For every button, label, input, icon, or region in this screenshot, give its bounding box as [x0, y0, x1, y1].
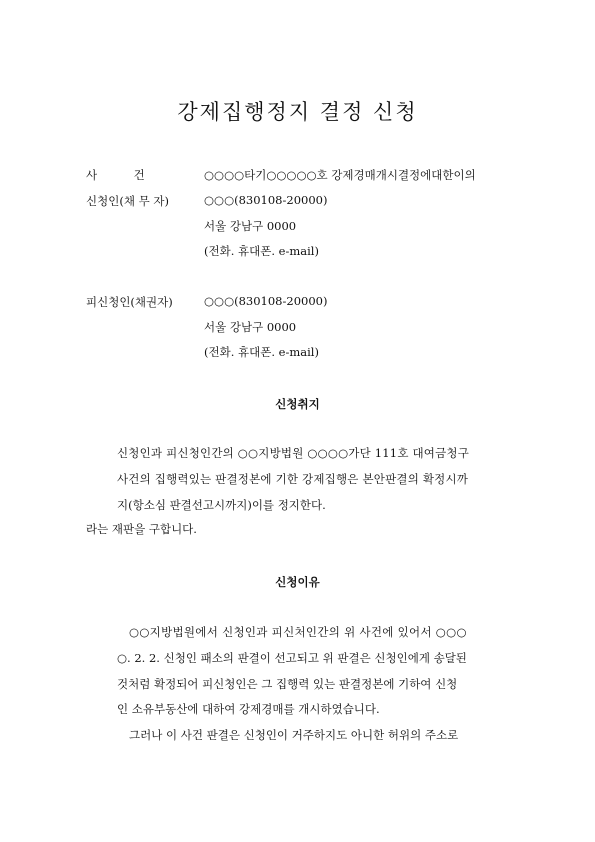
- applicant-label: 신청인(채 무 자): [86, 194, 169, 208]
- applicant-contact: (전화. 휴대폰. e-mail): [204, 244, 319, 258]
- purpose-line: 라는 재판을 구합니다.: [86, 522, 197, 536]
- reason-line: 그러나 이 사건 판결은 신청인이 거주하지도 아니한 허위의 주소로: [129, 728, 459, 742]
- purpose-heading: 신청취지: [275, 397, 320, 411]
- applicant-name: ○○○(830108-20000): [204, 193, 328, 207]
- reason-heading: 신청이유: [275, 575, 320, 589]
- respondent-address: 서울 강남구 0000: [204, 320, 297, 334]
- purpose-line: 지(항소심 판결선고시까지)이를 정지한다.: [117, 498, 326, 512]
- applicant-address: 서울 강남구 0000: [204, 219, 297, 233]
- respondent-label: 피신청인(채권자): [86, 295, 173, 309]
- reason-line: ○○지방법원에서 신청인과 피신처인간의 위 사건에 있어서 ○○○: [129, 625, 467, 639]
- respondent-contact: (전화. 휴대폰. e-mail): [204, 345, 319, 359]
- reason-line: 인 소유부동산에 대하여 강제경매를 개시하였습니다.: [117, 702, 380, 716]
- reason-line: 것처럼 확정되어 피신청인은 그 집행력 있는 판결정본에 기하여 신청: [117, 677, 458, 691]
- document-title: 강제집행정지 결정 신청: [177, 100, 418, 124]
- purpose-line: 사건의 집행력있는 판결정본에 기한 강제집행은 본안판결의 확정시까: [117, 472, 469, 486]
- case-label: 사 건: [86, 168, 145, 182]
- reason-line: ○. 2. 2. 신청인 패소의 판결이 선고되고 위 판결은 신청인에게 송달된: [117, 651, 467, 665]
- purpose-line: 신청인과 피신청인간의 ○○지방법원 ○○○○가단 111호 대여금청구: [117, 446, 470, 460]
- respondent-name: ○○○(830108-20000): [204, 294, 328, 308]
- case-value: ○○○○타기○○○○○호 강제경매개시결정에대한이의: [204, 168, 476, 182]
